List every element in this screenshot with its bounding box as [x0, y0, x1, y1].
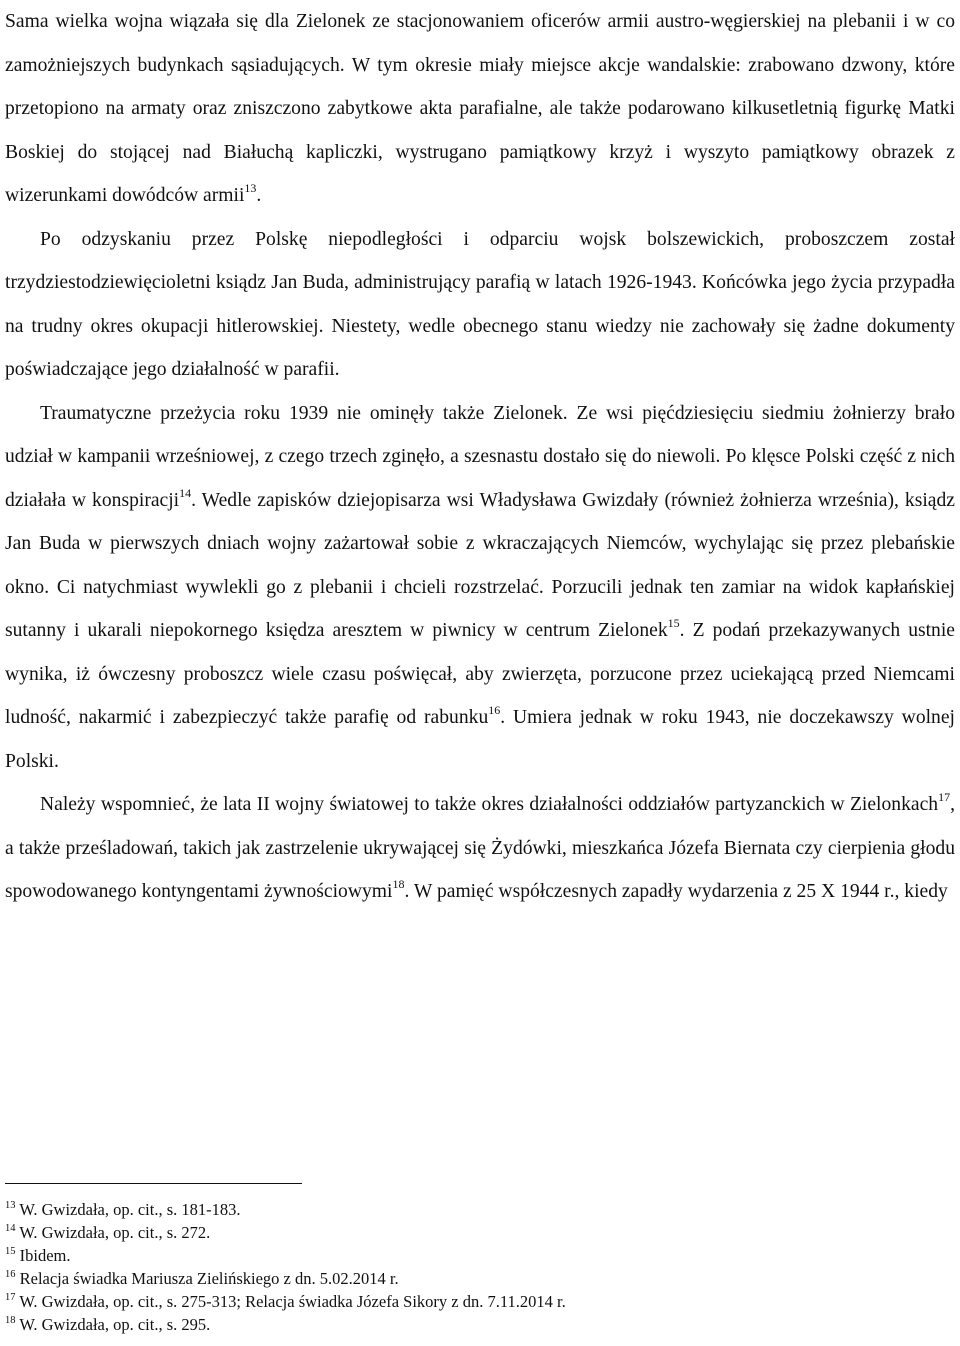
footnote	[5, 1267, 955, 1290]
footnote-number: 13	[5, 1200, 16, 1211]
footnote	[5, 1221, 955, 1244]
footnote-text: W. Gwizdała, op. cit., s. 295.	[19, 1315, 211, 1334]
footnote-text: Relacja świadka Mariusza Zielińskiego z dn. 5.02.2014 r.	[19, 1269, 399, 1288]
paragraph	[5, 0, 955, 218]
body-text	[5, 0, 955, 914]
paragraph	[5, 392, 955, 784]
footnote	[5, 1198, 955, 1221]
footnote	[5, 1244, 955, 1267]
text-run: .	[256, 185, 262, 206]
text-run: . Z podań przekazywanych ustnie wynika, iż ówczesny proboszcz wiele czasu poświęcał, aby zwierzęta, porzucone przez uciekającą przed Niemcami ludność, nakarmić i zabezpieczyć także parafię od rabunku	[5, 620, 955, 728]
footnote-number: 14	[5, 1223, 16, 1234]
footnote-separator	[5, 1183, 302, 1184]
footnote-text: Ibidem.	[19, 1246, 71, 1265]
text-run: . Wedle zapisków dziejopisarza wsi Władysława Gwizdały (również żołnierza września), ksiądz Jan Buda w pierwszych dniach wojny zażartował sobie z wkraczających Niemców, wychylając się przez plebańskie okno. Ci natychmiast wywlekli go z plebanii i chcieli rozstrzelać. Porzucili jednak ten zamiar na widok kapłańskiej sutanny i ukarali niepokornego księdza aresztem w piwnicy w centrum Zielonek	[5, 489, 955, 641]
footnote-text: W. Gwizdała, op. cit., s. 275-313; Relacja świadka Józefa Sikory z dn. 7.11.2014 r.	[19, 1292, 566, 1311]
text-run: . Umiera jednak w roku 1943, nie doczekawszy wolnej Polski.	[5, 707, 955, 772]
footnote-ref[interactable]: 14	[179, 485, 192, 500]
footnote-ref[interactable]: 16	[488, 703, 501, 717]
footnote-number: 17	[5, 1292, 16, 1303]
footnote	[5, 1290, 955, 1313]
footnotes	[5, 1198, 955, 1336]
footnote-ref[interactable]: 18	[392, 877, 405, 891]
footnote	[5, 1313, 955, 1336]
text-run: Traumatyczne przeżycia roku 1939 nie ominęły także Zielonek. Ze wsi pięćdziesięciu siedmiu żołnierzy brało udział w kampanii wrześniowej, z czego trzech zginęło, a szesnastu dostało się do niewoli. Po klęsce Polski część z nich działała w konspiracji	[5, 402, 955, 511]
text-run: Sama wielka wojna wiązała się dla Zielonek ze stacjonowaniem oficerów armii austro-węgierskiej na plebanii i w co zamożniejszych budynkach sąsiadujących. W tym okresie miały miejsce akcje wandalskie: zrabowano dzwony, które przetopiono na armaty oraz zniszczono zabytkowe akta parafialne, ale także podarowano kilkusetletnią figurkę Matki Boskiej do stojącej nad Białuchą kapliczki, wystrugano pamiątkowy krzyż i wyszyto pamiątkowy obrazek z wizerunkami dowódców armii	[5, 11, 955, 206]
footnote-number: 16	[5, 1269, 16, 1280]
text-run: , a także prześladowań, takich jak zastrzelenie ukrywającej się Żydówki, mieszkańca Józefa Biernata czy cierpienia głodu spowodowanego kontyngentami żywnościowymi	[5, 794, 955, 902]
text-run: . W pamięć współczesnych zapadły wydarzenia z 25 X 1944 r., kiedy	[404, 881, 948, 902]
text-run: Należy wspomnieć, że lata II wojny światowej to także okres działalności oddziałów partyzanckich w Zielonkach	[40, 794, 939, 815]
footnote-number: 18	[5, 1315, 16, 1326]
paragraph	[5, 218, 955, 392]
footnote-ref[interactable]: 13	[244, 181, 257, 195]
footnote-ref[interactable]: 17	[938, 790, 951, 804]
paragraph	[5, 783, 955, 914]
footnote-text: W. Gwizdała, op. cit., s. 181-183.	[19, 1200, 241, 1219]
footnote-text: W. Gwizdała, op. cit., s. 272.	[19, 1223, 211, 1242]
document-page	[5, 0, 955, 1334]
text-run: Po odzyskaniu przez Polskę niepodległości i odparciu wojsk bolszewickich, proboszczem został trzydziestodziewięcioletni ksiądz Jan Buda, administrujący parafią w latach 1926-1943. Końcówka jego życia przypadła na trudny okres okupacji hitlerowskiej. Niestety, wedle obecnego stanu wiedzy nie zachowały się żadne dokumenty poświadczające jego działalność w parafii.	[5, 228, 955, 380]
footnote-ref[interactable]: 15	[667, 616, 680, 630]
footnote-number: 15	[5, 1246, 16, 1257]
